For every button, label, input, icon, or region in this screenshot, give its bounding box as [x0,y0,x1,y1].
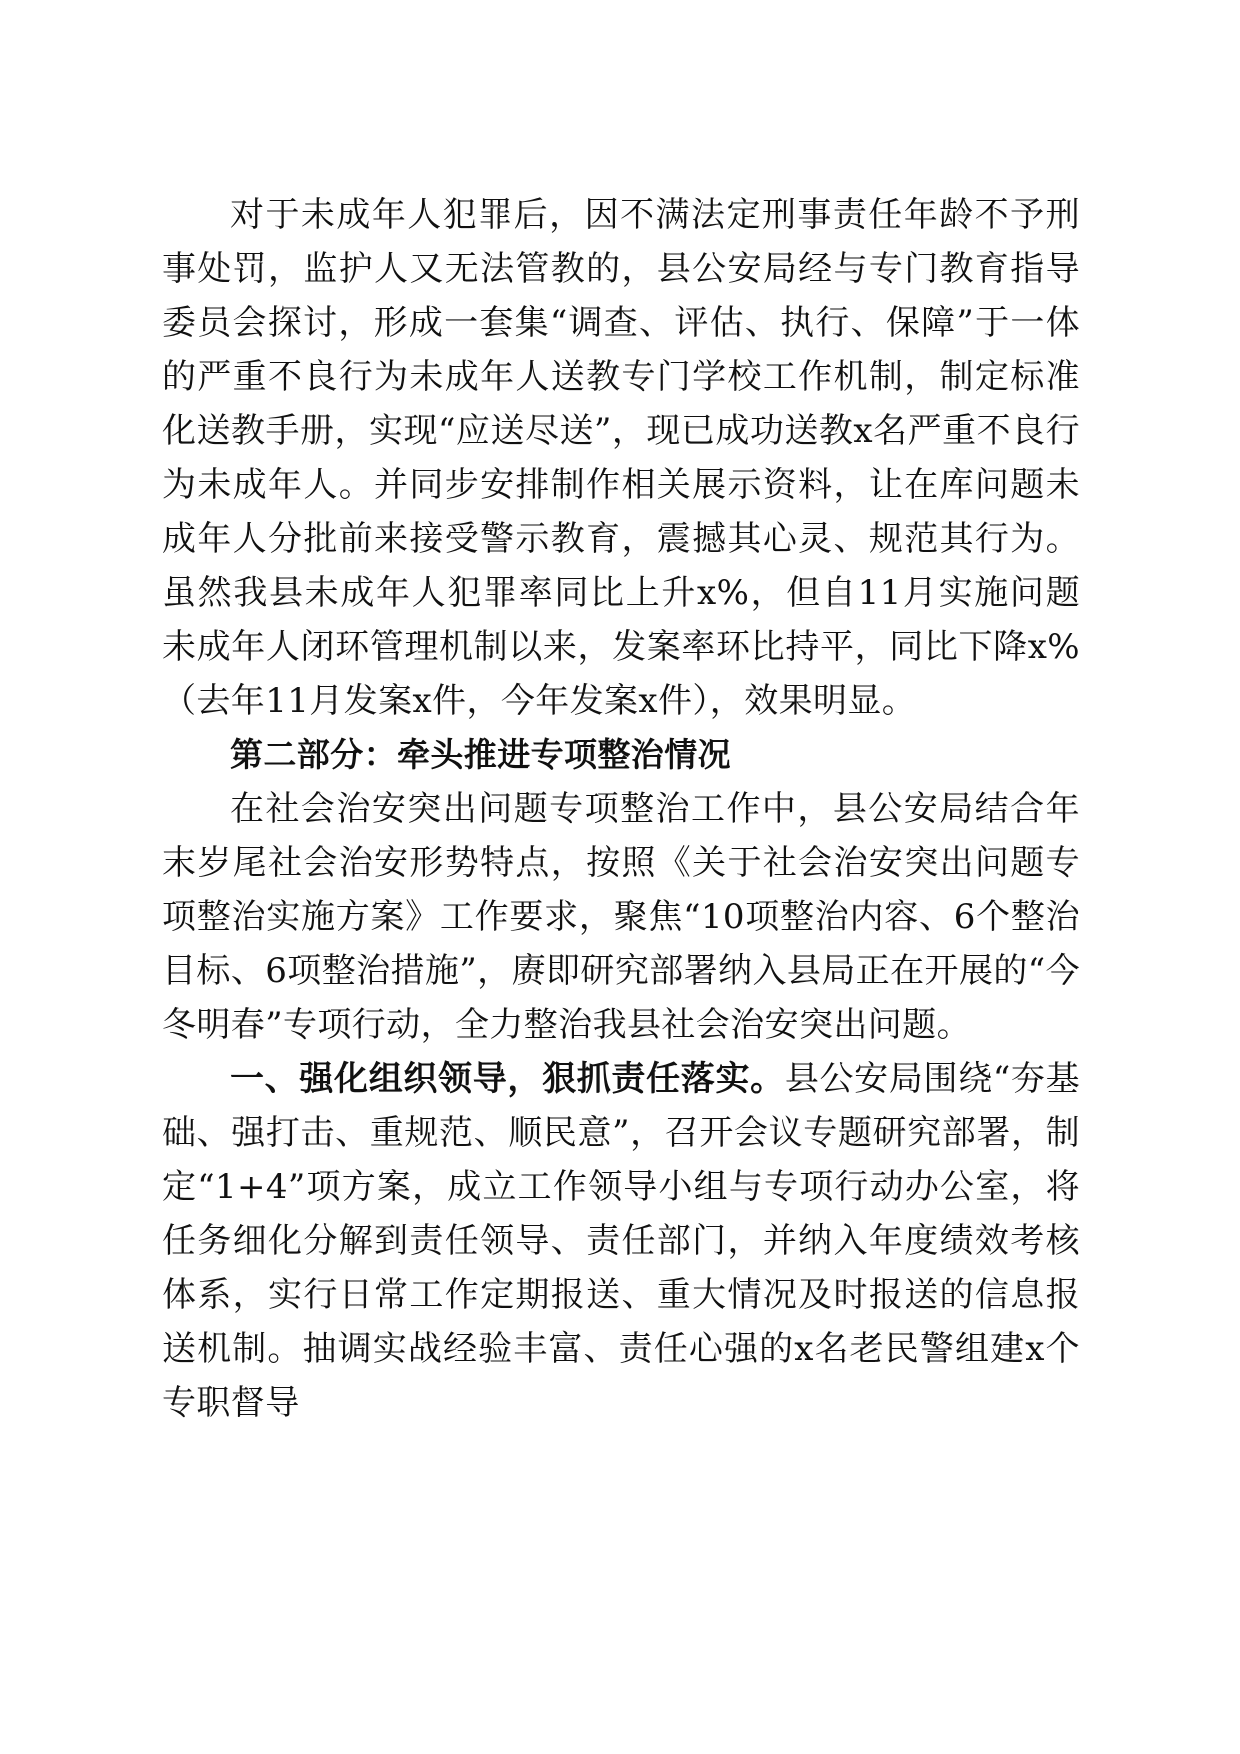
document-body [162,188,1080,1430]
paragraph-juvenile-education: 对于未成年人犯罪后，因不满法定刑事责任年龄不予刑事处罚，监护人又无法管教的，县公安局经与专门教育指导委员会探讨，形成一套集“调查、评估、执行、保障”于一体的严重不良行为未成年人送教专门学校工作机制，制定标准化送教手册，实现“应送尽送”，现已成功送教x名严重不良行为未成年人。并同步安排制作相关展示资料，让在库问题未成年人分批前来接受警示教育，震撼其心灵、规范其行为。虽然我县未成年人犯罪率同比上升x%，但自11月实施问题未成年人闭环管理机制以来，发案率环比持平，同比下降x%（去年11月发案x件，今年发案x件），效果明显。 [162,195,1080,721]
paragraph-lead-heading: 一、强化组织领导，狠抓责任落实。 [230,1059,785,1099]
paragraph-organization-leadership [162,1052,1080,1430]
paragraph-special-rectification: 在社会治安突出问题专项整治工作中，县公安局结合年末岁尾社会治安形势特点，按照《关于社会治安突出问题专项整治实施方案》工作要求，聚焦“10项整治内容、6个整治目标、6项整治措施”，赓即研究部署纳入县局正在开展的“今冬明春”专项行动，全力整治我县社会治安突出问题。 [162,789,1080,1045]
paragraph-body-text: 县公安局围绕“夯基础、强打击、重规范、顺民意”，召开会议专题研究部署，制定“1+4”项方案，成立工作领导小组与专项行动办公室，将任务细化分解到责任领导、责任部门，并纳入年度绩效考核体系，实行日常工作定期报送、重大情况及时报送的信息报送机制。抽调实战经验丰富、责任心强的x名老民警组建x个专职督导 [162,1059,1080,1423]
section-heading-part-two: 第二部分：牵头推进专项整治情况 [230,735,731,774]
